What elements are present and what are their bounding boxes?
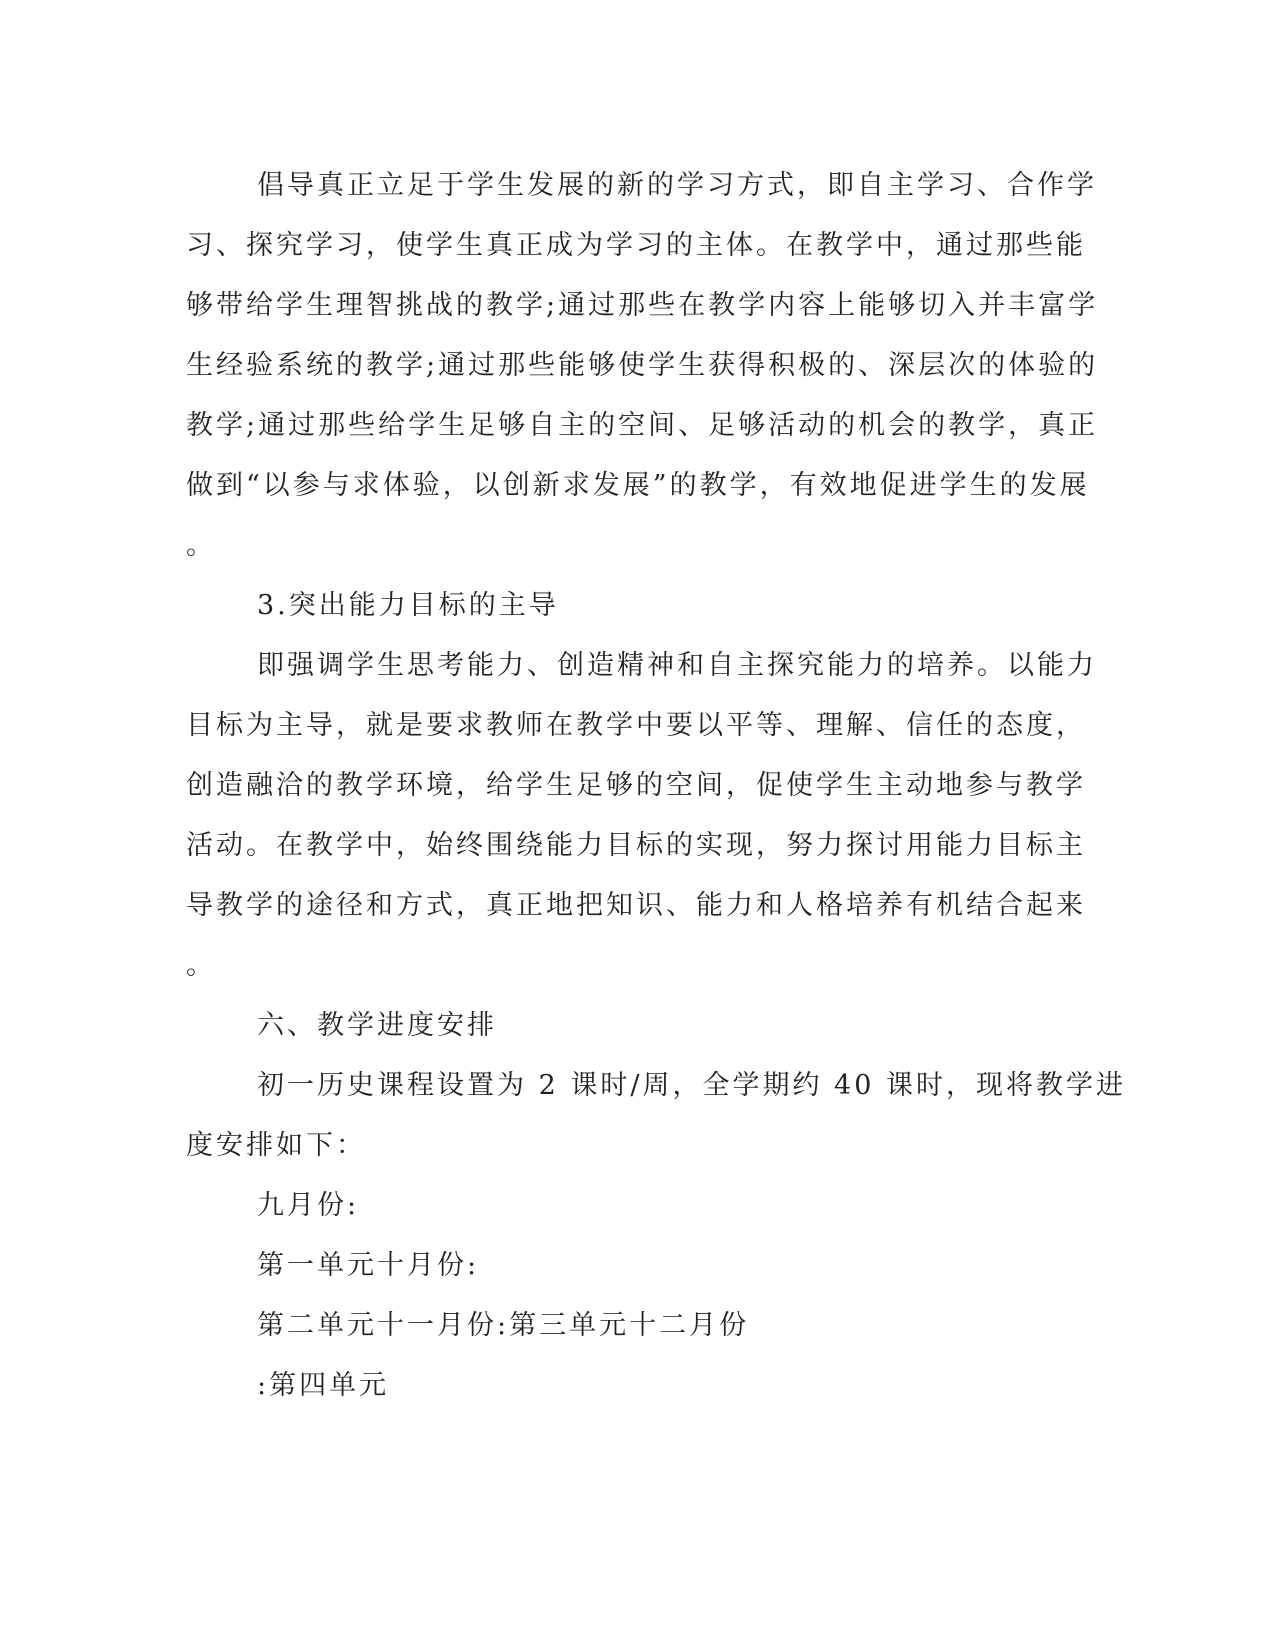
paragraph-line: 度安排如下： <box>186 1130 366 1161</box>
paragraph-line: 即强调学生思考能力、创造精神和自主探究能力的培养。以能力 <box>257 650 1097 681</box>
paragraph-line: 活动。在教学中，始终围绕能力目标的实现，努力探讨用能力目标主 <box>186 830 1086 861</box>
paragraph-line: 教学;通过那些给学生足够自主的空间、足够活动的机会的教学，真正 <box>186 410 1099 441</box>
schedule-line: 九月份: <box>257 1190 360 1221</box>
schedule-line: 第二单元十一月份:第三单元十二月份 <box>257 1310 750 1341</box>
schedule-line: :第四单元 <box>257 1370 390 1401</box>
paragraph-line: 做到“以参与求体验，以创新求发展”的教学，有效地促进学生的发展 <box>186 470 1090 501</box>
paragraph-line: 生经验系统的教学;通过那些能够使学生获得积极的、深层次的体验的 <box>186 350 1099 381</box>
section-heading: 六、教学进度安排 <box>257 1010 497 1041</box>
paragraph-line: 初一历史课程设置为 2 课时/周，全学期约 40 课时，现将教学进 <box>257 1070 1126 1101</box>
paragraph-line: 。 <box>186 530 216 561</box>
paragraph-line: 习、探究学习，使学生真正成为学习的主体。在教学中，通过那些能 <box>186 230 1086 261</box>
paragraph-line: 创造融洽的教学环境，给学生足够的空间，促使学生主动地参与教学 <box>186 770 1086 801</box>
paragraph-line: 。 <box>186 950 216 981</box>
paragraph-line: 目标为主导，就是要求教师在教学中要以平等、理解、信任的态度， <box>186 710 1086 741</box>
paragraph-line: 导教学的途径和方式，真正地把知识、能力和人格培养有机结合起来 <box>186 890 1086 921</box>
paragraph-line: 倡导真正立足于学生发展的新的学习方式，即自主学习、合作学 <box>257 170 1097 201</box>
section-heading: 3.突出能力目标的主导 <box>257 590 559 621</box>
schedule-line: 第一单元十月份: <box>257 1250 480 1281</box>
paragraph-line: 够带给学生理智挑战的教学;通过那些在教学内容上能够切入并丰富学 <box>186 290 1099 321</box>
